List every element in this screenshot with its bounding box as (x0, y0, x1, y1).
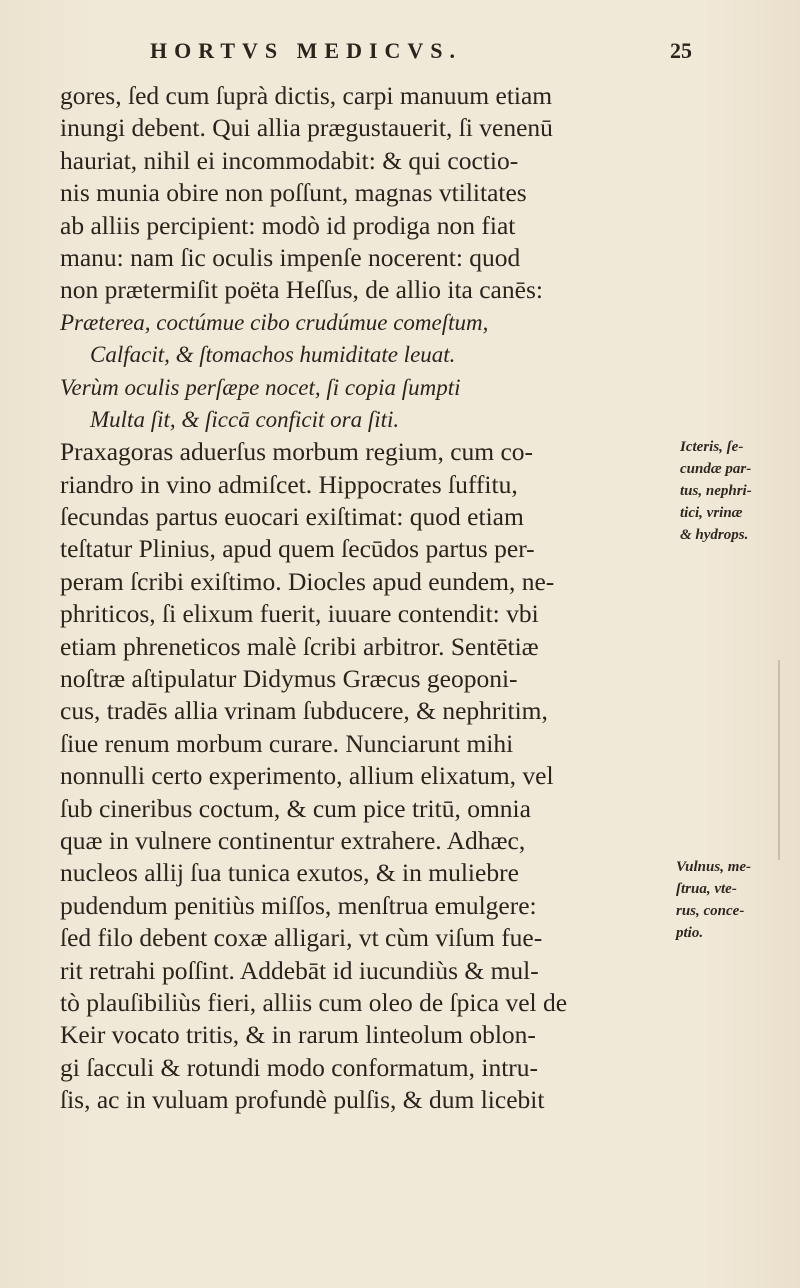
text-line: Praxagoras aduerſus morbum regium, cum co- (60, 437, 534, 467)
text-line: quæ in vulnere continentur extrahere. Adhæc, (60, 825, 526, 855)
text-line: hauriat, nihil ei incommodabit: & qui coctio- (60, 145, 519, 175)
text-line: ſed filo debent coxæ alligari, vt cùm viſum fue- (60, 923, 543, 953)
text-line: ſub cineribus coctum, & cum pice tritū, omnia (60, 793, 531, 823)
margin-note-line: tus, nephri- (680, 483, 752, 499)
text-line: manu: nam ſic oculis impenſe nocerent: quod (60, 242, 521, 272)
text-line: teſtatur Plinius, apud quem ſecūdos partus per- (60, 534, 535, 564)
text-line: pudendum penitiùs miſſos, menſtrua emulgere: (60, 890, 537, 920)
margin-note-line: Vulnus, me- (676, 859, 752, 875)
margin-note-icteris (680, 436, 795, 546)
running-title: HORTVS MEDICVS. (150, 38, 463, 63)
text-line: Verùm oculis perſæpe nocet, ſi copia ſumpti (60, 374, 461, 400)
margin-note-line: tici, vrinæ (680, 505, 743, 521)
text-line: nonnulli certo experimento, allium elixatum, vel (60, 761, 554, 791)
text-line: etiam phreneticos malè ſcribi arbitror. Sentētiæ (60, 631, 539, 661)
margin-note-line: rus, conce- (676, 903, 745, 919)
margin-note-line: cundæ par- (680, 461, 752, 477)
text-line: phriticos, ſi elixum fuerit, iuuare contendit: vbi (60, 599, 539, 629)
page-edge-mark (778, 660, 780, 860)
text-line: peram ſcribi exiſtimo. Diocles apud eundem, ne- (60, 566, 555, 596)
text-line: gores, ſed cum ſuprà dictis, carpi manuum etiam (60, 81, 553, 110)
text-line: Præterea, coctúmue cibo crudúmue comeſtum, (60, 309, 489, 335)
text-line: riandro in vino admiſcet. Hippocrates ſuffitu, (60, 469, 518, 499)
text-line: ab alliis percipient: modò id prodiga non fiat (60, 210, 516, 240)
text-line: noſtræ aſtipulatur Didymus Græcus geoponi- (60, 664, 518, 694)
text-line: nucleos allij ſua tunica exutos, & in muliebre (60, 858, 519, 888)
margin-note-line: ptio. (676, 925, 704, 941)
text-line: cus, tradēs allia vrinam ſubducere, & nephritim, (60, 696, 548, 726)
margin-note-vulnus (676, 856, 796, 944)
text-line: nis munia obire non poſſunt, magnas vtilitates (60, 178, 527, 208)
margin-note-line: ſtrua, vte- (676, 881, 737, 897)
text-line: non prætermiſit poëta Heſſus, de allio ita canēs: (60, 275, 543, 305)
text-line: tò plauſibiliùs fieri, alliis cum oleo de ſpica vel de (60, 987, 568, 1017)
text-line: ſiue renum morbum curare. Nunciarunt mihi (60, 728, 514, 758)
text-line: ſis, ac in vuluam profundè pulſis, & dum licebit (60, 1085, 545, 1115)
margin-note-line: & hydrops. (680, 527, 749, 543)
text-line: Multa ſit, & ſiccā conficit ora ſiti. (90, 406, 400, 432)
page-number: 25 (670, 38, 692, 63)
body-text (60, 80, 672, 1117)
text-line: Keir vocato tritis, & in rarum linteolum oblon- (60, 1020, 536, 1050)
text-line: Calfacit, & ſtomachos humiditate leuat. (90, 342, 456, 368)
text-line: inungi debent. Qui allia prægustauerit, ſi venenū (60, 113, 553, 143)
text-line: ſecundas partus euocari exiſtimat: quod etiam (60, 502, 524, 532)
margin-note-line: Icteris, ſe- (680, 439, 744, 455)
running-head (150, 38, 710, 74)
text-line: gi ſacculi & rotundi modo conformatum, intru- (60, 1052, 539, 1082)
text-line: rit retrahi poſſint. Addebāt id iucundiùs & mul- (60, 955, 539, 985)
